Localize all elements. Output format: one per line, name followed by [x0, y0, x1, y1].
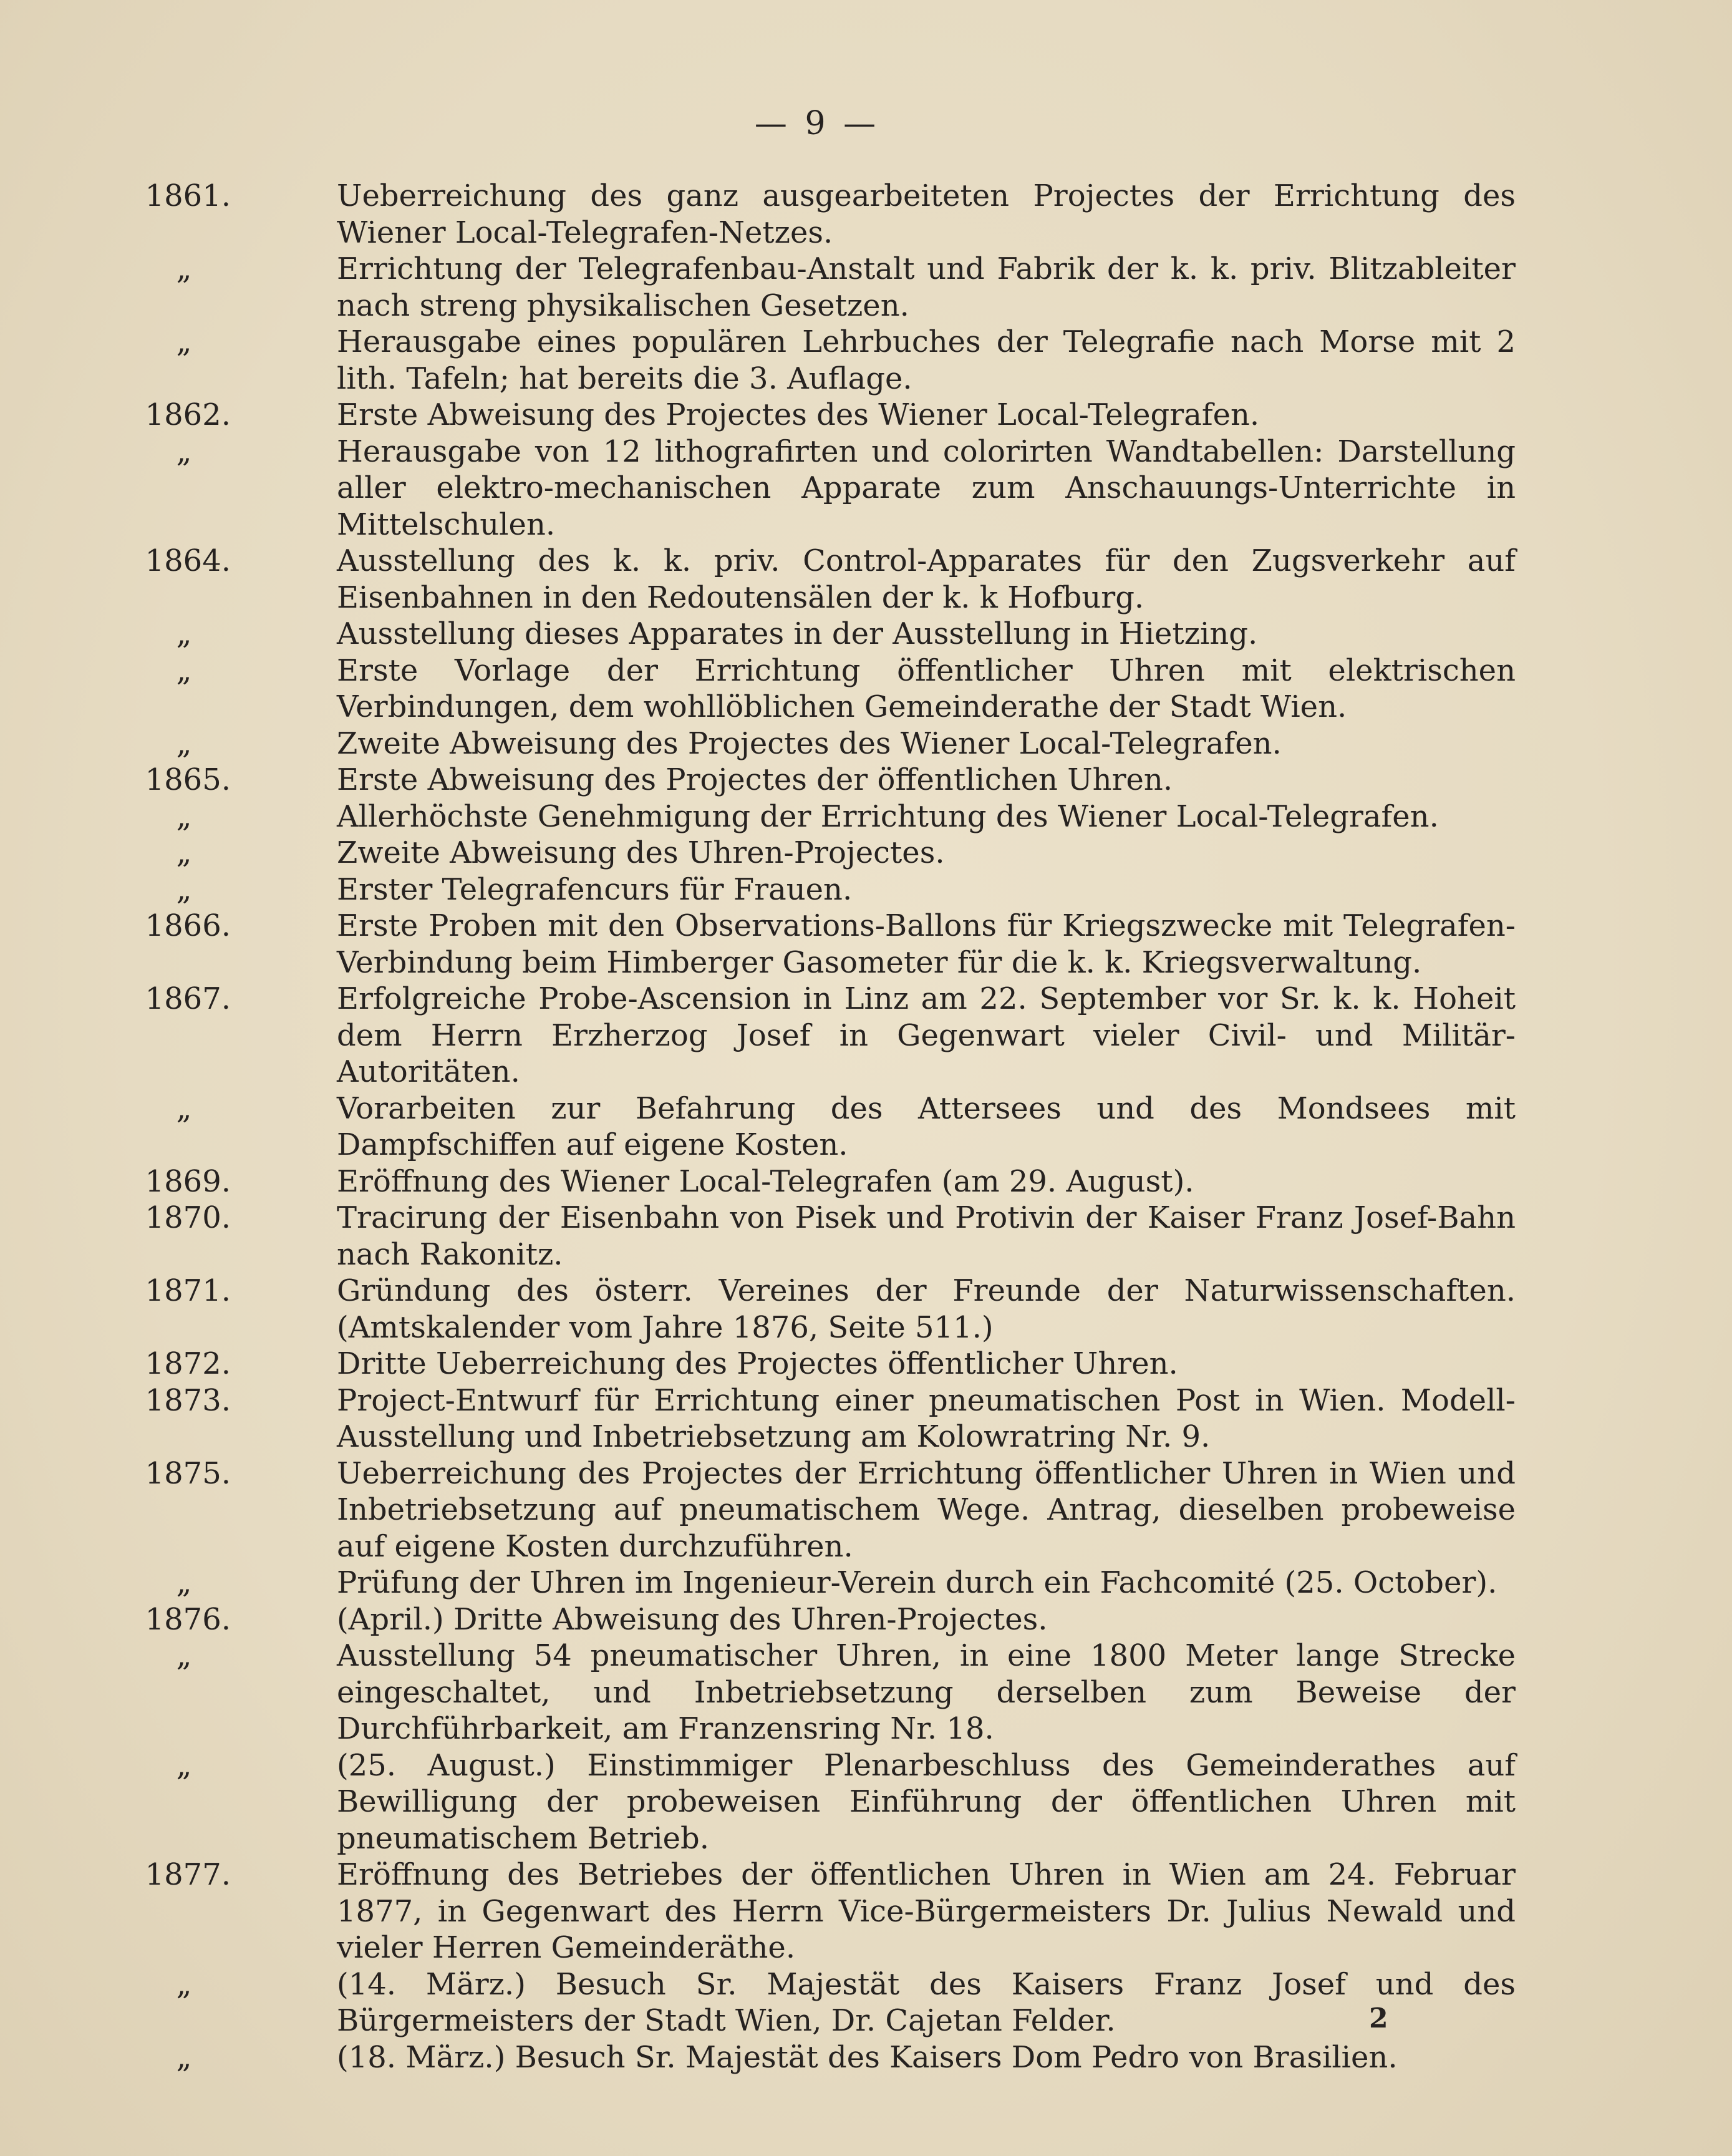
entry-text: (14. März.) Besuch Sr. Majestät des Kaisers Franz Josef und des Bürgermeisters der Stadt Wien, Dr. Cajetan Felder.	[337, 1966, 1516, 2038]
entry-text: Project-Entwurf für Errichtung einer pneumatischen Post in Wien. Modell-Ausstellung und Inbetriebsetzung am Kolowratring Nr. 9.	[337, 1382, 1516, 1454]
entry-text: Erste Vorlage der Errichtung öffentlicher Uhren mit elektrischen Verbindungen, dem wohllöblichen Gemeinderathe der Stadt Wien.	[337, 653, 1516, 724]
chronology-entry	[112, 1455, 1516, 1565]
entry-year: 1866.	[145, 908, 231, 943]
chronology-entry	[112, 726, 1516, 762]
chronology-entry	[112, 1090, 1516, 1163]
chronology-entry	[112, 397, 1516, 434]
entry-text: Allerhöchste Genehmigung der Errichtung des Wiener Local-Telegrafen.	[337, 799, 1439, 834]
chronology-entry	[112, 1200, 1516, 1273]
entry-text: Gründung des österr. Vereines der Freunde der Naturwissenschaften. (Amtskalender vom Jahre 1876, Seite 511.)	[337, 1273, 1516, 1345]
entry-year: 1870.	[145, 1200, 231, 1235]
entry-text: (25. August.) Einstimmiger Plenarbeschluss des Gemeinderathes auf Bewilligung der probeweisen Einführung der öffentlichen Uhren mit pneumatischem Betrieb.	[337, 1747, 1516, 1856]
ditto-mark: „	[176, 1638, 192, 1673]
ditto-mark: „	[176, 434, 192, 469]
ditto-mark: „	[176, 251, 192, 286]
chronology-entry	[112, 1346, 1516, 1382]
ditto-mark: „	[176, 799, 192, 834]
ditto-mark: „	[176, 1565, 192, 1600]
chronology-entry	[112, 1163, 1516, 1200]
entry-text: Prüfung der Uhren im Ingenieur-Verein durch ein Fachcomité (25. October).	[337, 1565, 1497, 1600]
chronology-entry	[112, 1747, 1516, 1857]
chronology-entry	[112, 1565, 1516, 1601]
entry-text: Erfolgreiche Probe-Ascension in Linz am 22. September vor Sr. k. k. Hoheit dem Herrn Erzherzog Josef in Gegenwart vieler Civil- und Militär-Autoritäten.	[337, 981, 1516, 1089]
chronology-entry	[112, 981, 1516, 1090]
chronology-entry	[112, 178, 1516, 251]
ditto-mark: „	[176, 2039, 192, 2075]
chronology-list	[112, 178, 1516, 2076]
ditto-mark: „	[176, 1747, 192, 1783]
ditto-mark: „	[176, 653, 192, 688]
entry-text: Errichtung der Telegrafenbau-Anstalt und Fabrik der k. k. priv. Blitzableiter nach streng physikalischen Gesetzen.	[337, 251, 1516, 323]
chronology-entry	[112, 1273, 1516, 1346]
chronology-entry	[112, 2039, 1516, 2076]
chronology-entry	[112, 251, 1516, 324]
entry-text: Ausstellung dieses Apparates in der Ausstellung in Hietzing.	[337, 616, 1258, 651]
chronology-entry	[112, 908, 1516, 981]
entry-year: 1862.	[145, 397, 231, 432]
chronology-entry	[112, 543, 1516, 616]
entry-text: Vorarbeiten zur Befahrung des Attersees und des Mondsees mit Dampfschiffen auf eigene Kosten.	[337, 1090, 1516, 1162]
entry-year: 1861.	[145, 178, 231, 213]
ditto-mark: „	[176, 835, 192, 870]
page-number: — 9 —	[754, 105, 880, 142]
chronology-entry	[112, 1857, 1516, 1966]
entry-year: 1864.	[145, 543, 231, 578]
printer-signature: 2	[1369, 2003, 1388, 2034]
entry-text: Zweite Abweisung des Projectes des Wiener Local-Telegrafen.	[337, 726, 1282, 761]
entry-year: 1869.	[145, 1163, 231, 1199]
entry-text: Zweite Abweisung des Uhren-Projectes.	[337, 835, 945, 870]
entry-year: 1876.	[145, 1601, 231, 1637]
ditto-mark: „	[176, 1966, 192, 2002]
entry-year: 1875.	[145, 1455, 231, 1491]
chronology-entry	[112, 799, 1516, 835]
entry-text: Ausstellung 54 pneumatischer Uhren, in eine 1800 Meter lange Strecke eingeschaltet, und Inbetriebsetzung derselben zum Beweise der Durchführbarkeit, am Franzensring Nr. 18.	[337, 1638, 1516, 1746]
entry-text: (18. März.) Besuch Sr. Majestät des Kaisers Dom Pedro von Brasilien.	[337, 2039, 1398, 2075]
chronology-entry	[112, 762, 1516, 799]
entry-text: Eröffnung des Betriebes der öffentlichen Uhren in Wien am 24. Februar 1877, in Gegenwart des Herrn Vice-Bürgermeisters Dr. Julius Newald und vieler Herren Gemeinderäthe.	[337, 1857, 1516, 1965]
entry-text: Tracirung der Eisenbahn von Pisek und Protivin der Kaiser Franz Josef-Bahn nach Rakonitz.	[337, 1200, 1516, 1272]
entry-year: 1877.	[145, 1857, 231, 1892]
ditto-mark: „	[176, 1090, 192, 1126]
entry-text: Herausgabe von 12 lithografirten und colorirten Wandtabellen: Darstellung aller elektro-mechanischen Apparate zum Anschauungs-Unterrichte in Mittelschulen.	[337, 434, 1516, 542]
entry-text: Ausstellung des k. k. priv. Control-Apparates für den Zugsverkehr auf Eisenbahnen in den Redoutensälen der k. k Hofburg.	[337, 543, 1516, 615]
entry-text: Ueberreichung des ganz ausgearbeiteten Projectes der Errichtung des Wiener Local-Telegrafen-Netzes.	[337, 178, 1516, 250]
entry-text: Eröffnung des Wiener Local-Telegrafen (am 29. August).	[337, 1163, 1194, 1199]
chronology-entry	[112, 616, 1516, 653]
entry-text: (April.) Dritte Abweisung des Uhren-Projectes.	[337, 1601, 1048, 1637]
entry-year: 1872.	[145, 1346, 231, 1381]
chronology-entry	[112, 1601, 1516, 1638]
chronology-entry	[112, 835, 1516, 872]
chronology-entry	[112, 653, 1516, 726]
ditto-mark: „	[176, 616, 192, 651]
entry-text: Dritte Ueberreichung des Projectes öffentlicher Uhren.	[337, 1346, 1178, 1381]
chronology-entry	[112, 1966, 1516, 2039]
chronology-entry	[112, 872, 1516, 908]
entry-text: Ueberreichung des Projectes der Errichtung öffentlicher Uhren in Wien und Inbetriebsetzung auf pneumatischem Wege. Antrag, dieselben probeweise auf eigene Kosten durchzuführen.	[337, 1455, 1516, 1564]
chronology-entry	[112, 1382, 1516, 1455]
ditto-mark: „	[176, 324, 192, 359]
entry-text: Erster Telegrafencurs für Frauen.	[337, 872, 853, 907]
entry-year: 1871.	[145, 1273, 231, 1308]
entry-text: Erste Abweisung des Projectes der öffentlichen Uhren.	[337, 762, 1173, 797]
ditto-mark: „	[176, 872, 192, 907]
entry-year: 1867.	[145, 981, 231, 1016]
ditto-mark: „	[176, 726, 192, 761]
entry-text: Herausgabe eines populären Lehrbuches der Telegrafie nach Morse mit 2 lith. Tafeln; hat bereits die 3. Auflage.	[337, 324, 1516, 396]
entry-year: 1873.	[145, 1382, 231, 1418]
chronology-entry	[112, 324, 1516, 397]
chronology-entry	[112, 434, 1516, 543]
entry-text: Erste Abweisung des Projectes des Wiener Local-Telegrafen.	[337, 397, 1260, 432]
chronology-entry	[112, 1638, 1516, 1747]
entry-year: 1865.	[145, 762, 231, 797]
entry-text: Erste Proben mit den Observations-Ballons für Kriegszwecke mit Telegrafen-Verbindung beim Himberger Gasometer für die k. k. Kriegsverwaltung.	[337, 908, 1516, 980]
